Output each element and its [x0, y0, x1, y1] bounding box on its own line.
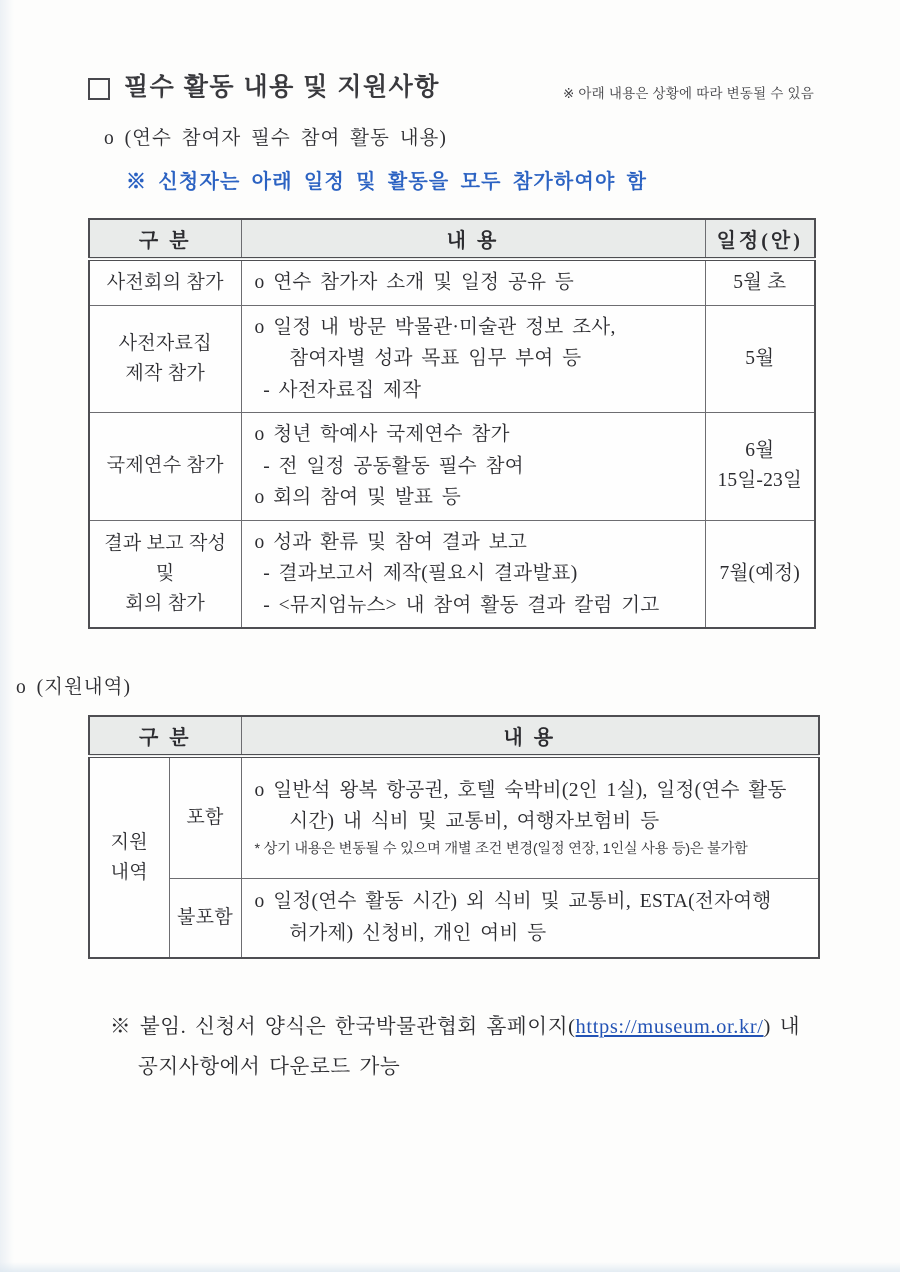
- table-row-materials: [89, 305, 815, 413]
- section2-label: o (지원내역): [16, 677, 131, 698]
- row-category: 사전회의 참가: [106, 271, 224, 293]
- row-schedule: 6월: [745, 440, 775, 462]
- title-row: [88, 74, 814, 102]
- support-table-header-row: [89, 716, 819, 756]
- col-header-schedule: 일정(안): [705, 219, 815, 259]
- row-label-excluded: 불포함: [169, 878, 241, 958]
- row-content-line: 참여자별 성과 목표 임무 부여 등: [254, 348, 582, 369]
- row-content-line: - <뮤지엄뉴스> 내 참여 활동 결과 칼럼 기고: [254, 594, 660, 616]
- scan-edge-bottom: [0, 1262, 900, 1272]
- row-category: 결과 보고 작성 및: [104, 532, 227, 584]
- row-content-line: o 일정 내 방문 박물관·미술관 정보 조사,: [254, 316, 616, 338]
- row-content-line: o 청년 학예사 국제연수 참가: [254, 424, 510, 445]
- section1-label: o (연수 참여자 필수 참여 활동 내용): [104, 128, 447, 149]
- row-content-line: - 사전자료집 제작: [254, 379, 422, 401]
- included-disclaimer-note: * 상기 내용은 변동될 수 있으며 개별 조건 변경(일정 연장, 1인실 사용 등)은 불가함: [254, 840, 748, 857]
- row-content-line: - 결과보고서 제작(필요시 결과발표): [254, 563, 578, 584]
- row-category: 회의 참가: [125, 592, 206, 614]
- support-group-label: 지원: [110, 831, 148, 853]
- row-schedule: 7월(예정): [719, 562, 800, 584]
- row-content-line: o 일반석 왕복 항공권, 호텔 숙박비(2인 1실), 일정(연수 활동: [254, 779, 787, 801]
- row-schedule: 5월: [745, 347, 775, 369]
- col-header-content: 내 용: [241, 219, 705, 259]
- row-category: 사전자료집: [118, 332, 212, 354]
- variability-note: ※ 아래 내용은 상황에 따라 변동될 수 있음: [562, 86, 814, 101]
- row-content-line: - 전 일정 공동활동 필수 참여: [254, 455, 524, 477]
- support-group-label: 내역: [110, 861, 148, 883]
- row-content-line: o 연수 참가자 소개 및 일정 공유 등: [254, 272, 575, 293]
- row-schedule: 15일-23일: [717, 470, 803, 492]
- attachment-note-prefix: ※ 붙임. 신청서 양식은 한국박물관협회 홈페이지(: [110, 1016, 576, 1038]
- document-header: [88, 0, 814, 194]
- scan-edge-left: [0, 0, 14, 1272]
- row-content-line: o 성과 환류 및 참여 결과 보고: [254, 531, 528, 553]
- row-content-line: 허가제) 신청비, 개인 여비 등: [254, 922, 547, 944]
- attachment-note-suffix: ) 내: [763, 1016, 801, 1038]
- table-row-premeeting: [89, 259, 815, 305]
- col-header-category: 구 분: [89, 716, 241, 756]
- row-content-line: 시간) 내 식비 및 교통비, 여행자보험비 등: [254, 811, 660, 833]
- row-category: 제작 참가: [125, 362, 206, 384]
- table-row-included: [89, 756, 819, 878]
- table-row-excluded: [89, 878, 819, 958]
- page-title: 필수 활동 내용 및 지원사항: [124, 73, 440, 101]
- col-header-content: 내 용: [241, 716, 819, 756]
- checkbox-icon: [88, 78, 110, 100]
- row-label-included: 포함: [169, 756, 241, 878]
- attachment-note-line2: 공지사항에서 다운로드 가능: [138, 1056, 401, 1078]
- row-content-line: o 회의 참여 및 발표 등: [254, 487, 462, 508]
- activities-table-header-row: [89, 219, 815, 259]
- section1-notice: ※ 신청자는 아래 일정 및 활동을 모두 참가하여야 함: [126, 171, 648, 193]
- attachment-note: [110, 1007, 814, 1087]
- row-category: 국제연수 참가: [106, 455, 224, 477]
- activities-table: [88, 218, 816, 629]
- col-header-category: 구 분: [89, 219, 241, 259]
- row-content-line: o 일정(연수 활동 시간) 외 식비 및 교통비, ESTA(전자여행: [254, 891, 772, 913]
- support-table: [88, 715, 820, 959]
- table-row-international: [89, 413, 815, 521]
- table-row-report: [89, 520, 815, 628]
- museum-site-link[interactable]: https://museum.or.kr/: [575, 1016, 764, 1038]
- row-schedule: 5월 초: [733, 271, 787, 293]
